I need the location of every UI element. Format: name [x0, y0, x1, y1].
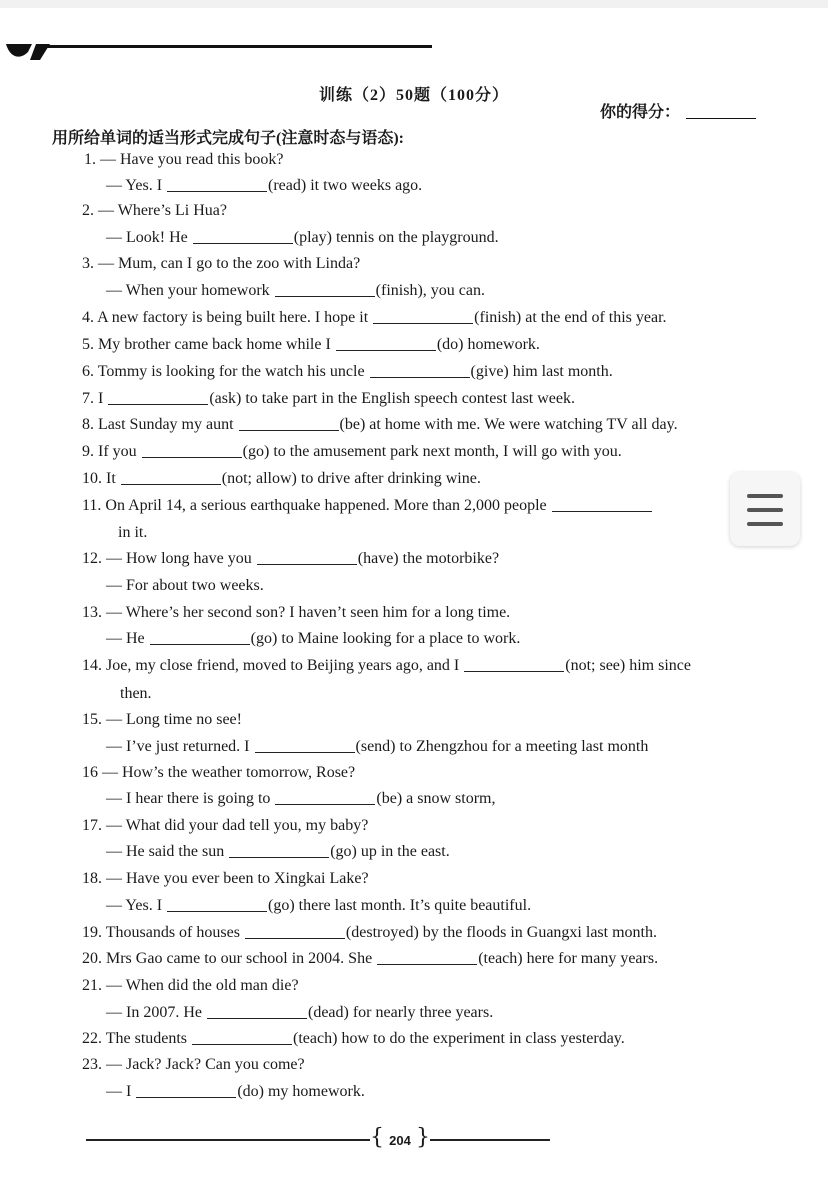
question-text: 7. I: [82, 390, 108, 407]
question-hint: (finish) at the end of this year.: [474, 309, 667, 326]
question-line: [82, 390, 575, 408]
question-text: 19. Thousands of houses: [82, 924, 244, 941]
question-line: [106, 843, 450, 861]
question-hint: (go) up in the east.: [330, 843, 450, 860]
answer-blank[interactable]: [275, 791, 375, 805]
question-hint: (play) tennis on the playground.: [293, 229, 499, 246]
right-brace-icon: }: [416, 1125, 430, 1150]
page-title: 训练（2）50题（100分）: [318, 87, 509, 104]
question-hint: (have) the motorbike?: [357, 550, 500, 567]
question-text: 21. — When did the old man die?: [82, 977, 299, 994]
question-text: 18. — Have you ever been to Xingkai Lake?: [82, 870, 369, 887]
question-line: [82, 336, 540, 354]
question-hint: (send) to Zhengzhou for a meeting last month: [355, 738, 649, 755]
question-text: 1. — Have you read this book?: [84, 151, 284, 168]
footer-rule-right: [430, 1139, 550, 1141]
question-hint: (not; allow) to drive after drinking wine.: [221, 470, 481, 487]
question-line: [82, 416, 678, 434]
question-line: [82, 470, 481, 488]
score-field: [600, 99, 756, 122]
question-line: [82, 817, 368, 835]
instruction-text: 用所给单词的适当形式完成句子(注意时态与语态):: [52, 130, 404, 147]
question-line: [82, 202, 227, 220]
question-line: [106, 897, 531, 915]
question-hint: (dead) for nearly three years.: [307, 1004, 494, 1021]
answer-blank[interactable]: [373, 310, 473, 324]
question-hint: (go) to Maine looking for a place to work.: [250, 630, 521, 647]
question-text: — I’ve just returned. I: [106, 738, 254, 755]
question-text: 20. Mrs Gao came to our school in 2004. She: [82, 950, 377, 967]
question-text: 5. My brother came back home while I: [82, 336, 335, 353]
answer-blank[interactable]: [377, 951, 477, 965]
header-decoration: [6, 38, 436, 68]
answer-blank[interactable]: [136, 1084, 236, 1098]
question-hint: (ask) to take part in the English speech contest last week.: [209, 390, 575, 407]
question-line: [82, 1030, 625, 1048]
answer-blank[interactable]: [108, 391, 208, 405]
question-line: [82, 950, 658, 968]
answer-blank[interactable]: [142, 444, 242, 458]
question-hint: (finish), you can.: [375, 282, 485, 299]
question-text: 3. — Mum, can I go to the zoo with Linda?: [82, 255, 361, 272]
question-line: [106, 738, 648, 756]
answer-blank[interactable]: [229, 844, 329, 858]
header-rule: [46, 45, 432, 48]
answer-blank[interactable]: [193, 230, 293, 244]
question-line: [106, 790, 496, 808]
question-text: — In 2007. He: [106, 1004, 206, 1021]
score-blank: [686, 104, 756, 119]
question-text: — I hear there is going to: [106, 790, 275, 807]
question-hint: (not; see) him since: [565, 657, 691, 674]
question-line: [106, 577, 264, 595]
question-line: [82, 924, 657, 942]
question-hint: (go) to the amusement park next month, I will go with you.: [242, 443, 622, 460]
question-text: — When your homework: [106, 282, 274, 299]
answer-blank[interactable]: [239, 417, 339, 431]
question-line: [82, 443, 622, 461]
question-line: [82, 711, 242, 729]
question-hint: (give) him last month.: [470, 363, 613, 380]
hamburger-icon-bar: [747, 508, 783, 512]
question-line: [82, 550, 499, 568]
question-line: [82, 255, 360, 273]
question-text: — For about two weeks.: [106, 577, 264, 594]
question-hint: (be) at home with me. We were watching TV all day.: [339, 416, 678, 433]
question-line: [82, 870, 369, 888]
left-brace-icon: {: [370, 1125, 384, 1150]
answer-blank[interactable]: [245, 925, 345, 939]
hamburger-icon: [747, 494, 783, 498]
hamburger-icon-bar: [747, 522, 783, 526]
answer-blank[interactable]: [207, 1005, 307, 1019]
question-text: — I: [106, 1083, 136, 1100]
question-line: [82, 657, 691, 675]
footer-rule-left: [86, 1139, 370, 1141]
question-hint: (teach) here for many years.: [478, 950, 659, 967]
question-line: [82, 977, 299, 995]
question-text: 10. It: [82, 470, 120, 487]
question-text: 13. — Where’s her second son? I haven’t seen him for a long time.: [82, 604, 511, 621]
question-line: [82, 764, 355, 782]
question-text: — He said the sun: [106, 843, 229, 860]
answer-blank[interactable]: [552, 498, 652, 512]
question-hint: (go) there last month. It’s quite beautiful.: [268, 897, 532, 914]
question-text: 16 — How’s the weather tomorrow, Rose?: [82, 764, 356, 781]
question-text: 14. Joe, my close friend, moved to Beijing years ago, and I: [82, 657, 464, 674]
question-line: [120, 685, 152, 703]
question-text: 8. Last Sunday my aunt: [82, 416, 238, 433]
question-line: [118, 524, 147, 542]
question-text: — He: [106, 630, 149, 647]
question-text: 22. The students: [82, 1030, 192, 1047]
question-line: [106, 1004, 493, 1022]
question-text: 12. — How long have you: [82, 550, 256, 567]
answer-blank[interactable]: [464, 658, 564, 672]
answer-blank[interactable]: [167, 178, 267, 192]
question-line: [106, 630, 520, 648]
answer-blank[interactable]: [192, 1031, 292, 1045]
question-hint: (do) my homework.: [237, 1083, 365, 1100]
answer-blank[interactable]: [255, 739, 355, 753]
question-line: [82, 604, 510, 622]
question-text: 2. — Where’s Li Hua?: [82, 202, 227, 219]
score-label: 你的得分：: [600, 104, 681, 121]
question-line: [82, 497, 653, 515]
question-text: 15. — Long time no see!: [82, 711, 242, 728]
answer-blank[interactable]: [275, 283, 375, 297]
question-text: 17. — What did your dad tell you, my baby?: [82, 817, 369, 834]
question-text: — Look! He: [106, 229, 192, 246]
question-text: 11. On April 14, a serious earthquake happened. More than 2,000 people: [82, 497, 551, 514]
question-hint: (read) it two weeks ago.: [268, 177, 423, 194]
question-hint: (destroyed) by the floods in Guangxi last month.: [345, 924, 657, 941]
answer-blank[interactable]: [121, 471, 221, 485]
question-hint: (be) a snow storm,: [376, 790, 496, 807]
answer-blank[interactable]: [257, 551, 357, 565]
page-number: 204: [389, 1133, 411, 1148]
question-text: — Yes. I: [106, 177, 167, 194]
question-text: 6. Tommy is looking for the watch his uncle: [82, 363, 369, 380]
question-text: — Yes. I: [106, 897, 167, 914]
question-hint: (teach) how to do the experiment in class yesterday.: [293, 1030, 625, 1047]
question-line: [82, 1056, 305, 1074]
question-text: then.: [120, 685, 152, 702]
question-line: [106, 177, 422, 195]
question-line: [106, 1083, 365, 1101]
answer-blank[interactable]: [336, 337, 436, 351]
answer-blank[interactable]: [150, 631, 250, 645]
menu-button[interactable]: [730, 472, 800, 546]
question-hint: (do) homework.: [436, 336, 540, 353]
answer-blank[interactable]: [370, 364, 470, 378]
question-line: [106, 282, 485, 300]
header-mark-icon: [6, 38, 50, 60]
answer-blank[interactable]: [167, 898, 267, 912]
page-number-box: [370, 1125, 430, 1152]
question-line: [82, 363, 613, 381]
question-line: [82, 309, 667, 327]
question-text: 4. A new factory is being built here. I hope it: [82, 309, 373, 326]
question-line: [106, 229, 499, 247]
question-text: in it.: [118, 524, 148, 541]
worksheet-page: [0, 8, 828, 1193]
question-line: [84, 151, 284, 169]
question-text: 9. If you: [82, 443, 141, 460]
question-text: 23. — Jack? Jack? Can you come?: [82, 1056, 305, 1073]
